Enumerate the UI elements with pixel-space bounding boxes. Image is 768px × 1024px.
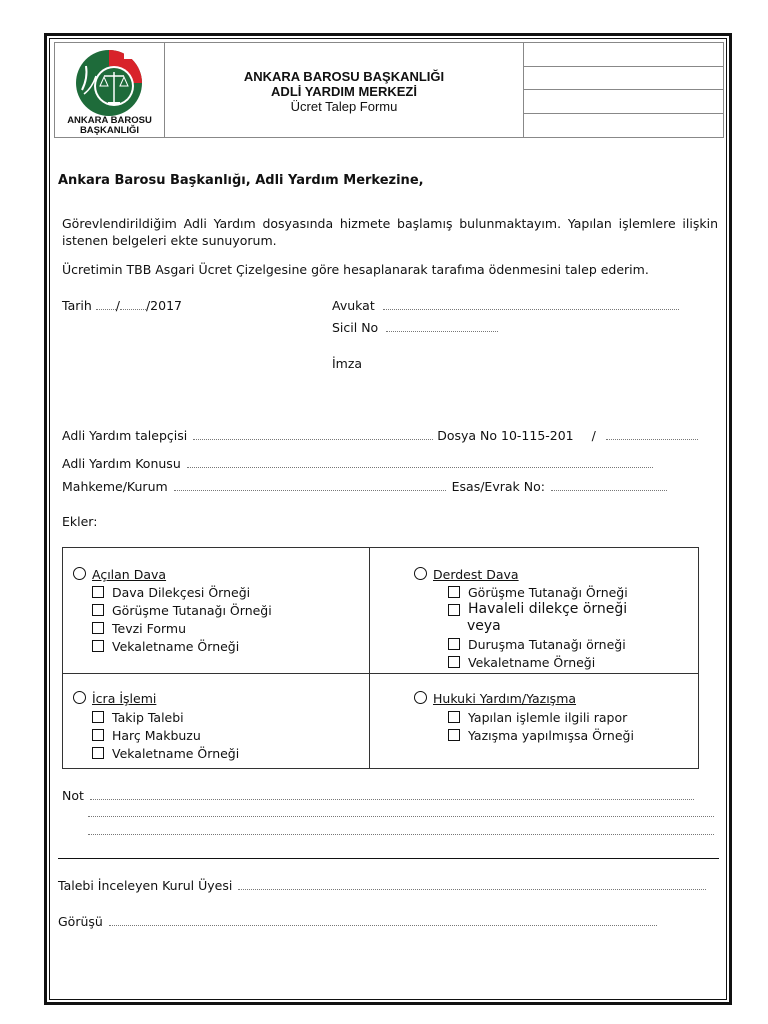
header-box[interactable] xyxy=(524,67,724,91)
not-field-line2[interactable] xyxy=(88,806,714,817)
not-label: Not xyxy=(62,788,84,803)
tarih-label: Tarih xyxy=(62,298,92,313)
mahkeme-label: Mahkeme/Kurum xyxy=(62,479,168,494)
tarih-day-field[interactable] xyxy=(96,298,116,310)
icra-islemi-title: İcra İşlemi xyxy=(92,691,157,706)
paragraph-1: Görevlendirildiğim Adli Yardım dosyasında hizmete başlamış bulunmaktayım. Yapılan işlemlere ilişkin istenen belgeleri ekte sunuyorum. xyxy=(62,216,718,248)
checkbox-label: Takip Talebi xyxy=(112,710,184,725)
checkbox-label: Harç Makbuzu xyxy=(112,728,201,743)
konu-row xyxy=(62,455,653,472)
checkbox-label: Dava Dilekçesi Örneği xyxy=(112,585,251,600)
kurul-label: Talebi İnceleyen Kurul Üyesi xyxy=(58,878,233,893)
tarih-separator: / xyxy=(115,298,120,313)
sicil-row xyxy=(332,319,498,336)
konu-field[interactable] xyxy=(187,456,653,468)
header-table xyxy=(54,42,724,138)
header-title-cell xyxy=(165,43,524,137)
hukuki-item[interactable] xyxy=(448,709,627,726)
derdest-item[interactable] xyxy=(448,654,595,671)
checkbox-label: Vekaletname Örneği xyxy=(112,639,240,654)
acilan-item[interactable] xyxy=(92,638,239,655)
not-field-line1[interactable] xyxy=(90,788,694,800)
checkbox-label: Yapılan işlemle ilgili rapor xyxy=(468,710,628,725)
checkbox[interactable] xyxy=(448,604,460,616)
hukuki-yardim-title: Hukuki Yardım/Yazışma xyxy=(433,691,577,706)
acilan-item[interactable] xyxy=(92,620,186,637)
header-box[interactable] xyxy=(524,114,724,138)
avukat-label: Avukat xyxy=(332,298,375,313)
talepci-label: Adli Yardım talepçisi xyxy=(62,428,188,443)
checkbox[interactable] xyxy=(92,604,104,616)
icra-item[interactable] xyxy=(92,709,184,726)
gorusu-field[interactable] xyxy=(109,914,657,926)
radio-hukuki-yardim[interactable] xyxy=(414,691,427,704)
tarih-year: /2017 xyxy=(145,298,182,313)
esas-label: Esas/Evrak No: xyxy=(451,479,545,494)
kurul-field[interactable] xyxy=(238,878,706,890)
not-field-line3[interactable] xyxy=(88,824,714,835)
option-derdest-dava[interactable] xyxy=(414,566,519,583)
avukat-field[interactable] xyxy=(383,298,679,310)
checkbox[interactable] xyxy=(448,656,460,668)
header-title-line1: ANKARA BAROSU BAŞKANLIĞI xyxy=(243,69,445,84)
header-boxes xyxy=(524,43,724,137)
radio-icra-islemi[interactable] xyxy=(73,691,86,704)
sicil-field[interactable] xyxy=(386,320,498,332)
checkbox-label: Vekaletname Örneği xyxy=(112,746,240,761)
sicil-label: Sicil No xyxy=(332,320,379,335)
dosya-separator: / xyxy=(591,428,596,443)
checkbox[interactable] xyxy=(92,729,104,741)
option-icra-islemi[interactable] xyxy=(73,690,156,707)
header-title-line3: Ücret Talep Formu xyxy=(290,99,398,114)
logo-caption-line1: ANKARA BAROSU xyxy=(67,115,152,126)
header-title-line2: ADLİ YARDIM MERKEZİ xyxy=(271,84,417,99)
tarih-row xyxy=(62,297,182,314)
option-acilan-dava[interactable] xyxy=(73,566,166,583)
dosya-field[interactable] xyxy=(606,428,698,440)
checkbox-label: Tevzi Formu xyxy=(112,621,187,636)
konu-label: Adli Yardım Konusu xyxy=(62,456,181,471)
derdest-item[interactable] xyxy=(448,636,626,653)
checkbox[interactable] xyxy=(92,586,104,598)
checkbox-label: Vekaletname Örneği xyxy=(468,655,596,670)
radio-derdest-dava[interactable] xyxy=(414,567,427,580)
tarih-month-field[interactable] xyxy=(120,298,146,310)
hukuki-item[interactable] xyxy=(448,727,634,744)
checkbox[interactable] xyxy=(448,586,460,598)
divider-line xyxy=(58,858,719,859)
derdest-dava-title: Derdest Dava xyxy=(433,567,519,582)
gorusu-row xyxy=(58,913,657,930)
header-box[interactable] xyxy=(524,90,724,114)
talepci-row xyxy=(62,427,698,444)
checkbox[interactable] xyxy=(448,638,460,650)
ekler-label: Ekler: xyxy=(62,514,98,529)
dosya-label: Dosya No 10-115-201 xyxy=(437,428,574,443)
acilan-dava-title: Açılan Dava xyxy=(92,567,167,582)
checkbox[interactable] xyxy=(92,640,104,652)
checkbox[interactable] xyxy=(92,747,104,759)
checkbox[interactable] xyxy=(448,729,460,741)
avukat-row xyxy=(332,297,679,314)
gorusu-label: Görüşü xyxy=(58,914,103,929)
checkbox[interactable] xyxy=(92,622,104,634)
salutation: Ankara Barosu Başkanlığı, Adli Yardım Merkezine, xyxy=(58,173,424,188)
bar-association-logo-icon xyxy=(74,48,144,118)
derdest-item[interactable] xyxy=(448,601,648,635)
talepci-field[interactable] xyxy=(193,428,433,440)
paragraph-2: Ücretimin TBB Asgari Ücret Çizelgesine göre hesaplanarak tarafıma ödenmesini talep ederim. xyxy=(62,262,649,277)
checkbox-label: Görüşme Tutanağı Örneği xyxy=(112,603,272,618)
radio-acilan-dava[interactable] xyxy=(73,567,86,580)
derdest-item[interactable] xyxy=(448,584,628,601)
header-box[interactable] xyxy=(524,43,724,67)
imza-label: İmza xyxy=(332,356,363,371)
checkbox-label: Havaleli dilekçe örneği veya xyxy=(467,601,628,634)
icra-item[interactable] xyxy=(92,727,201,744)
kurul-row xyxy=(58,877,706,894)
esas-field[interactable] xyxy=(551,479,667,491)
mahkeme-field[interactable] xyxy=(174,479,446,491)
mahkeme-row xyxy=(62,478,667,495)
checkbox-label: Duruşma Tutanağı örneği xyxy=(468,637,626,652)
checkbox[interactable] xyxy=(92,711,104,723)
option-hukuki-yardim[interactable] xyxy=(414,690,576,707)
acilan-item[interactable] xyxy=(92,602,272,619)
acilan-item[interactable] xyxy=(92,584,250,601)
not-row xyxy=(62,787,694,804)
logo-cell xyxy=(55,43,165,137)
checkbox[interactable] xyxy=(448,711,460,723)
checkbox-label: Yazışma yapılmışsa Örneği xyxy=(468,728,634,743)
logo-caption-line2: BAŞKANLIĞI xyxy=(79,125,140,136)
checkbox-label: Görüşme Tutanağı Örneği xyxy=(468,585,628,600)
icra-item[interactable] xyxy=(92,745,239,762)
